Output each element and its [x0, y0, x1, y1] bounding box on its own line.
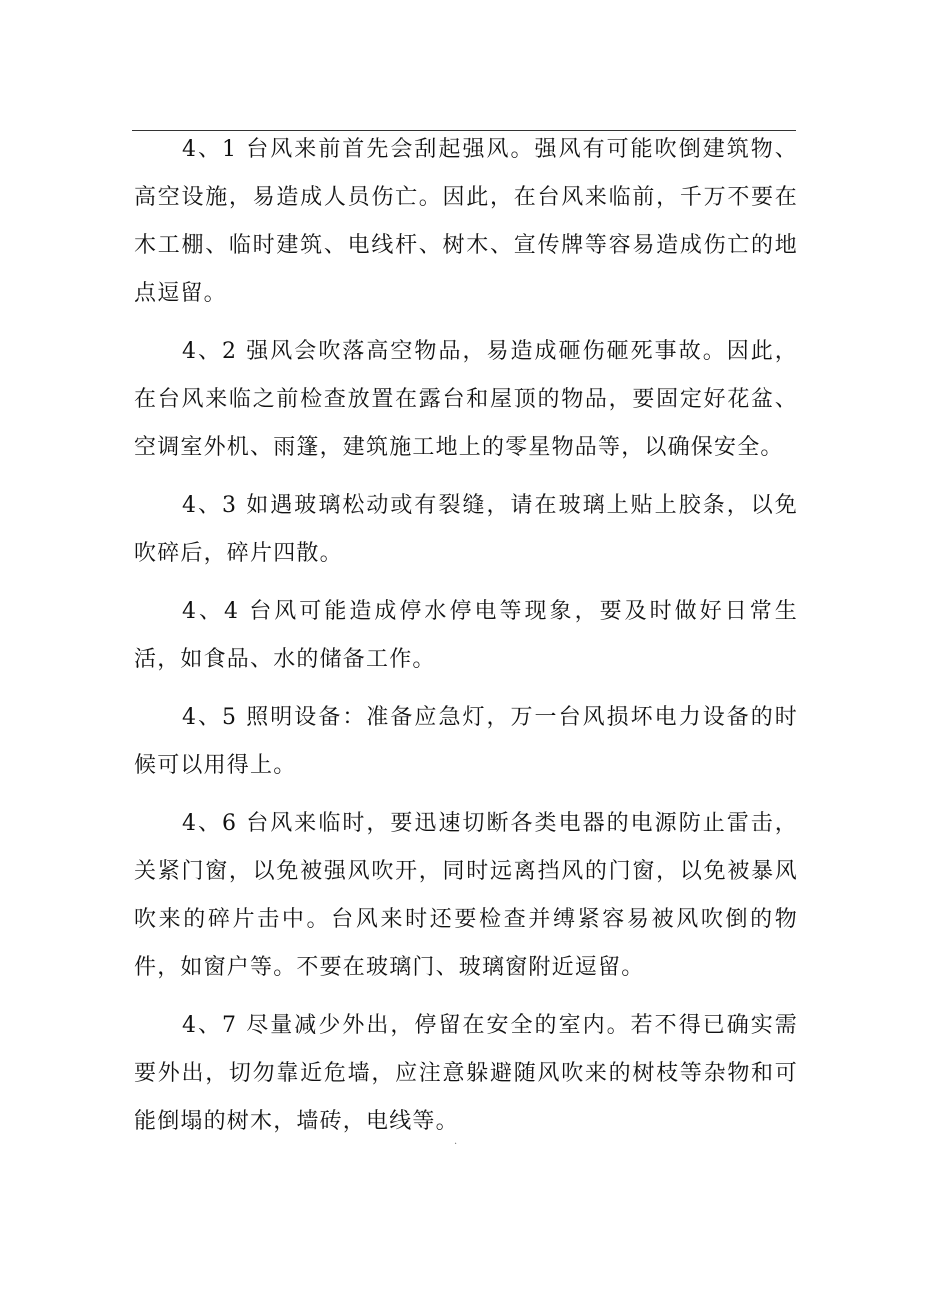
page-mark: . — [454, 1136, 458, 1147]
paragraph-4-3: 4、3 如遇玻璃松动或有裂缝，请在玻璃上贴上胶条，以免吹碎后，碎片四散。 — [134, 493, 798, 566]
paragraph-4-7: 4、7 尽量减少外出，停留在安全的室内。若不得已确实需要外出，切勿靠近危墙，应注意躲避随风吹来的树枝等杂物和可能倒塌的树木，墙砖，电线等。 — [134, 1013, 798, 1134]
paragraph-4-1: 4、1 台风来前首先会刮起强风。强风有可能吹倒建筑物、高空设施，易造成人员伤亡。因此，在台风来临前，千万不要在木工棚、临时建筑、电线杆、树木、宣传牌等容易造成伤亡的地点逗留。 — [134, 137, 798, 306]
paragraph-4-4: 4、4 台风可能造成停水停电等现象，要及时做好日常生活，如食品、水的储备工作。 — [134, 599, 798, 672]
paragraph-4-2: 4、2 强风会吹落高空物品，易造成砸伤砸死事故。因此，在台风来临之前检查放置在露台和屋顶的物品，要固定好花盆、空调室外机、雨篷，建筑施工地上的零星物品等，以确保安全。 — [134, 339, 798, 460]
document-body — [134, 126, 798, 1156]
paragraph-4-6: 4、6 台风来临时，要迅速切断各类电器的电源防止雷击，关紧门窗，以免被强风吹开，同时远离挡风的门窗，以免被暴风吹来的碎片击中。台风来时还要检查并缚紧容易被风吹倒的物件，如窗户等。不要在玻璃门、玻璃窗附近逗留。 — [134, 811, 798, 980]
paragraph-4-5: 4、5 照明设备：准备应急灯，万一台风损坏电力设备的时候可以用得上。 — [134, 705, 798, 778]
